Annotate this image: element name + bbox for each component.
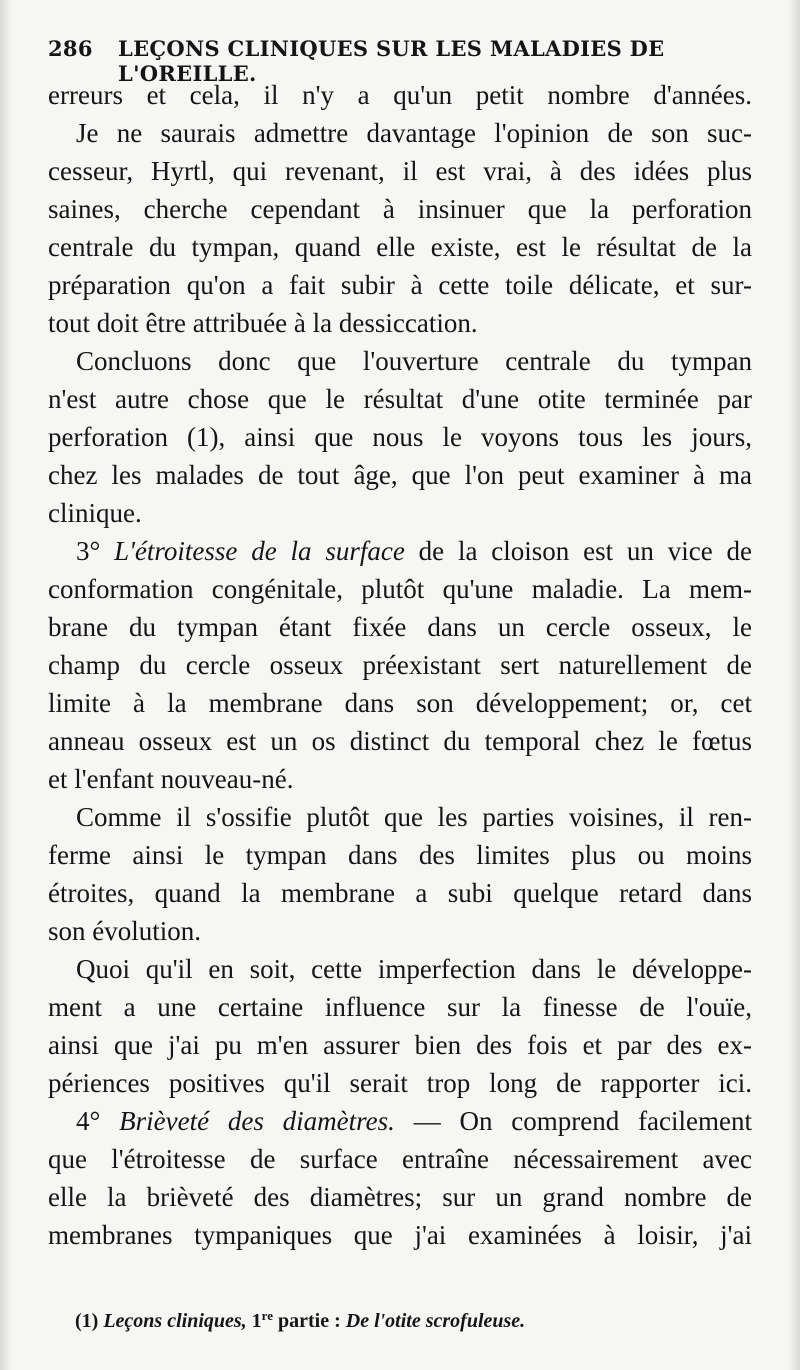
text-line: Quoi qu'il en soit, cette imperfection dans le développe- [76,954,752,984]
text-line: cesseur, Hyrtl, qui revenant, il est vrai, à des idées plus [48,156,752,186]
text-line: préparation qu'on a fait subir à cette toile délicate, et sur- [48,270,752,300]
text-line: étroites, quand la membrane a subi quelque retard dans [48,878,752,908]
text-line: Comme il s'ossifie plutôt que les parties voisines, il ren- [76,802,752,832]
item-4-line [48,1102,752,1140]
text-line: membranes tympaniques que j'ai examinées à loisir, j'ai [48,1220,752,1250]
text-line: conformation congénitale, plutôt qu'une maladie. La mem- [48,574,752,604]
footnote-source: Leçons cliniques, [103,1310,247,1332]
page-number: 286 [48,36,93,61]
text-line: anneau osseux est un os distinct du temporal chez le fœtus [48,726,752,756]
text-line: limite à la membrane dans son développement; or, cet [48,688,752,718]
text-line: ferme ainsi le tympan dans des limites plus ou moins [48,840,752,870]
item-3-line [48,532,752,570]
text-line: brane du tympan étant fixée dans un cercle osseux, le [48,612,752,642]
item-4-title: Brièveté des diamètres. [119,1106,395,1136]
page-gutter-shadow [0,0,12,1370]
footnote-marker: (1) [75,1310,99,1332]
text-line: — On comprend facilement [413,1106,752,1136]
item-3-number: 3° [76,536,101,566]
text-line: Je ne saurais admettre davantage l'opinion de son suc- [76,118,752,148]
text-line: périences positives qu'il serait trop long de rapporter ici. [48,1068,752,1098]
text-line: perforation (1), ainsi que nous le voyons tous les jours, [48,422,752,452]
text-line: erreurs et cela, il n'y a qu'un petit nombre d'années. [48,80,752,110]
text-line: champ du cercle osseux préexistant sert naturellement de [48,650,752,680]
text-line: clinique. [48,498,142,528]
item-3-title: L'étroitesse de la surface [114,536,405,566]
text-line: chez les malades de tout âge, que l'on peut examiner à ma [48,460,752,490]
item-4-number: 4° [76,1106,101,1136]
text-line: ment a une certaine influence sur la finesse de l'ouïe, [48,992,752,1022]
text-line: son évolution. [48,916,201,946]
text-line: de la cloison est un vice de [418,536,752,566]
text-line: centrale du tympan, quand elle existe, est le résultat de la [48,232,752,262]
text-line: saines, cherche cependant à insinuer que la perforation [48,194,752,224]
footnote-part-word: partie : [277,1310,341,1332]
footnote-part-superscript: re [261,1308,273,1323]
text-line: n'est autre chose que le résultat d'une otite terminée par [48,384,752,414]
text-line: elle la brièveté des diamètres; sur un grand nombre de [48,1182,752,1212]
text-line: et l'enfant nouveau-né. [48,764,294,794]
running-title: LEÇONS CLINIQUES SUR LES MALADIES DE L'OREILLE. [118,36,665,86]
footnote-part-number: 1 [251,1310,262,1332]
text-line: que l'étroitesse de surface entraîne nécessairement avec [48,1144,752,1174]
footnote-title: De l'otite scrofuleuse. [345,1310,526,1332]
text-line: tout doit être attribuée à la dessiccation. [48,308,478,338]
body-text [48,76,752,1254]
page-edge-shadow [788,0,800,1370]
text-line: Concluons donc que l'ouverture centrale du tympan [76,346,752,376]
footnote [75,1303,740,1334]
text-line: ainsi que j'ai pu m'en assurer bien des fois et par des ex- [48,1030,752,1060]
